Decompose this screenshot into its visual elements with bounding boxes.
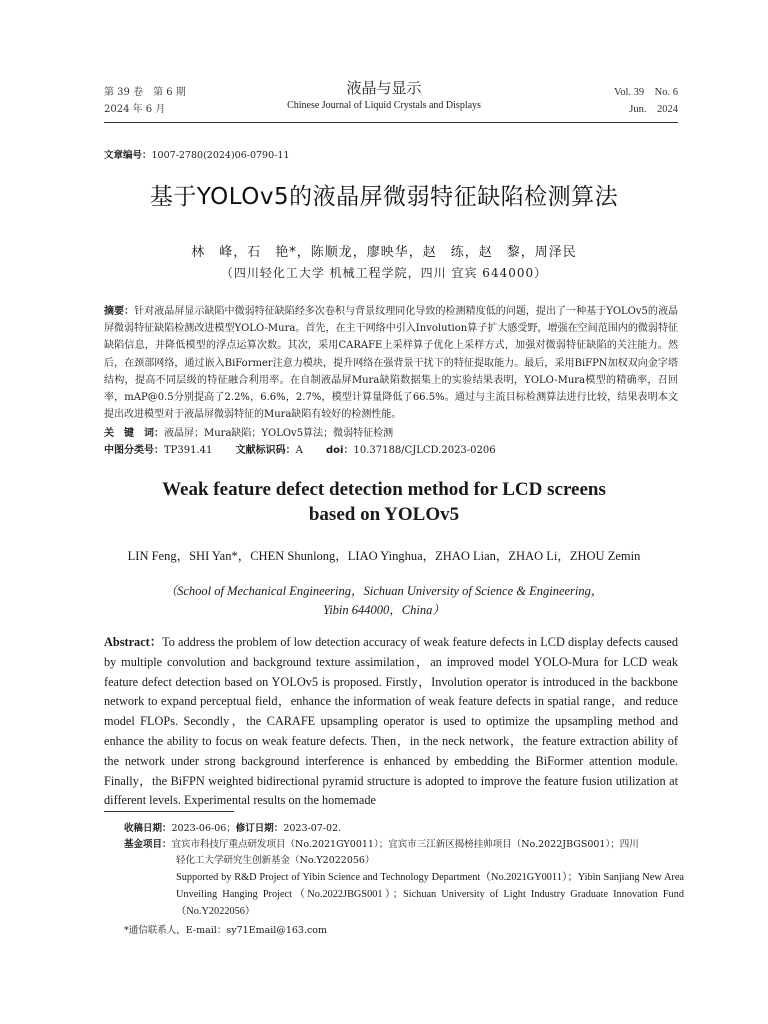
fund-zh-line-1: 宜宾市科技厅重点研发项目（No.2021GY0011）；宜宾市三江新区揭榜挂帅项目（No.2022JBGS001）；四川: [171, 839, 639, 850]
volume-issue-en: Vol. 39 No. 6: [614, 87, 678, 98]
title-en: [0, 477, 768, 527]
footnote-dates: [124, 821, 684, 837]
abstract-zh: [104, 303, 678, 423]
header-left: [104, 84, 186, 118]
received-label: 收稿日期：: [124, 823, 172, 834]
volume-issue-zh: 第 39 卷 第 6 期: [104, 87, 186, 98]
journal-name-zh: 液晶与显示: [346, 79, 422, 97]
journal-name-en: Chinese Journal of Liquid Crystals and Displays: [287, 100, 481, 111]
doi-value: 10.37188/CJLCD.2023-0206: [353, 445, 496, 456]
affiliation-en: [0, 582, 768, 620]
journal-name: [240, 78, 528, 114]
abstract-zh-text: 针对液晶屏显示缺陷中微弱特征缺陷经多次卷积与背景纹理同化导致的检测精度低的问题，提出了一种基于YOLOv5的液晶屏微弱特征缺陷检测改进模型YOLO-Mura。首先，在主干网络中引入Involution算子扩大感受野，增强在空间范围内的微弱特征缺陷信息，并降低模型的浮点运算次数。其次，采用CARAFE上采样算子优化上采样方式，加强对微弱特征缺陷的关注能力。然后，在颈部网络，通过嵌入BiFormer注意力模块，提升网络在强背景干扰下的特征提取能力。最后，采用BiFPN加权双向金字塔结构，提高不同层级的特征融合利用率。在自制液晶屏Mura缺陷数据集上的实验结果表明，YOLO-Mura模型的精确率，召回率，mAP@0.5分别提高了2.2%，6.6%，2.7%，模型计算量降低了66.5%。通过与主流目标检测算法进行比较，结果表明本文提出改进模型对于液晶屏微弱特征的Mura缺陷有较好的检测性能。: [104, 306, 679, 421]
doc-code-label: 文献标识码：: [235, 445, 296, 456]
article-number: [104, 147, 289, 161]
date-zh: 2024 年 6 月: [104, 104, 166, 115]
received-value: 2023-06-06；: [171, 823, 236, 834]
keywords-zh-label: 关 键 词：: [104, 428, 164, 439]
footnote-fund: [124, 837, 684, 920]
article-number-label: 文章编号：: [104, 150, 152, 161]
article-number-value: 1007-2780(2024)06-0790-11: [151, 150, 290, 161]
header-right: [614, 84, 678, 118]
authors-en: LIN Feng，SHI Yan*，CHEN Shunlong，LIAO Yinghua，ZHAO Lian，ZHAO Li，ZHOU Zemin: [127, 549, 641, 563]
fund-label: 基金项目：: [124, 839, 172, 850]
abstract-en-text: To address the problem of low detection accuracy of weak feature defects in LCD display defects caused by multiple convolution and background texture assimilation，an improved model YOLO-Mura for LCD weak feature defect detection based on YOLOv5 is proposed. Firstly，Involution operator is introduced in the backbone network to expand perceptual field，enhance the information of weak feature defects in spatial range，and reduce model FLOPs. Secondly，the CARAFE upsampling operator is used to optimize the upsampling method and enhance the ability to focus on weak feature defects. Then，in the neck network，the feature extraction ability of the network under strong background interference is enhanced by embedding the BiFormer attention module. Finally，the BiFPN weighted bidirectional pyramid structure is adopted to improve the feature fusion utilization at different levels. Experimental results on the homemade: [104, 635, 678, 808]
abstract-en-label: Abstract：: [104, 635, 163, 649]
classification: [104, 441, 678, 456]
title-zh: 基于YOLOv5的液晶屏微弱特征缺陷检测算法: [149, 184, 619, 210]
affiliation-en-line: Yibin 644000，China）: [323, 603, 445, 617]
revised-value: 2023-07-02.: [283, 823, 342, 834]
abstract-en: [104, 633, 678, 811]
authors-zh: 林 峰，石 艳*，陈顺龙，廖映华，赵 练，赵 黎，周泽民: [191, 245, 577, 260]
footnote-rule: [104, 811, 234, 812]
abstract-zh-label: 摘要：: [104, 306, 135, 317]
title-en-line: Weak feature defect detection method for LCD screens: [162, 479, 606, 500]
date-en: Jun. 2024: [629, 104, 678, 115]
clc-value: TP391.41: [164, 445, 213, 456]
affiliation-en-line: （School of Mechanical Engineering，Sichuan University of Science & Engineering，: [164, 584, 604, 598]
affiliation-zh: （四川轻化工大学 机械工程学院，四川 宜宾 644000）: [220, 266, 548, 280]
fund-en: Supported by R&D Project of Yibin Science and Technology Department（No.2021GY0011）；Yibin Sanjiang New Area Unveiling Hanging Project（No.2022JBGS001）；Sichuan University of Light Industry Graduate Innovation Fund（No.Y2022056）: [176, 872, 684, 917]
fund-zh-line-2: 轻化工大学研究生创新基金（No.Y2022056）: [176, 855, 375, 866]
header-rule: [104, 122, 678, 123]
doi-label: doi：: [326, 445, 354, 456]
corresponding-author: *通信联系人，E-mail：sy71Email@163.com: [124, 925, 328, 936]
doc-code-value: A: [295, 445, 303, 456]
title-en-line: based on YOLOv5: [308, 504, 460, 525]
keywords-zh: [104, 424, 678, 439]
keywords-zh-value: 液晶屏；Mura缺陷；YOLOv5算法；微弱特征检测: [164, 428, 394, 439]
revised-label: 修订日期：: [235, 823, 284, 834]
clc-label: 中图分类号：: [104, 445, 164, 456]
